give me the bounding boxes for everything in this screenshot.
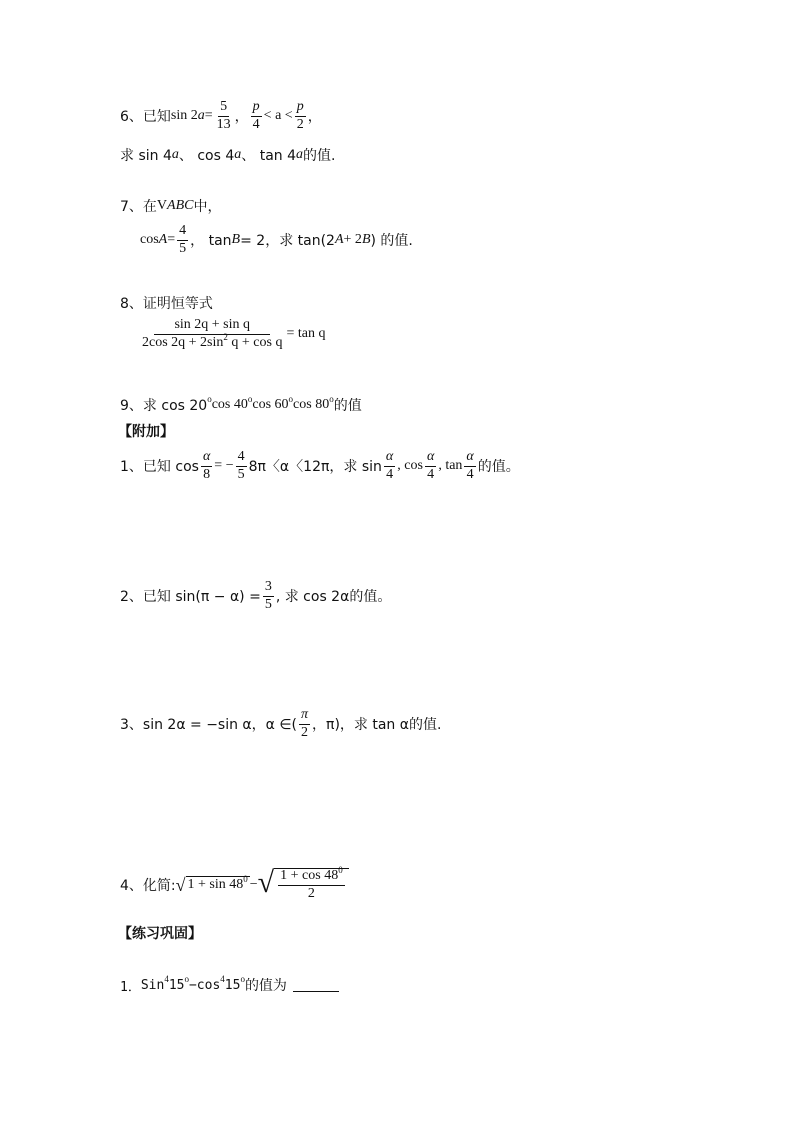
math-var: a xyxy=(296,147,303,162)
numerator: 4 xyxy=(236,450,247,467)
degree-symbol: 0 xyxy=(338,865,343,875)
math-var: A xyxy=(334,232,344,248)
problem-8-title xyxy=(120,293,213,313)
math-text: cos xyxy=(140,232,159,248)
denominator: 2 xyxy=(301,724,308,740)
appendix-problem-1 xyxy=(120,450,520,482)
superscript: 4 xyxy=(220,974,225,984)
separator: ， xyxy=(234,109,249,126)
denominator: 8 xyxy=(203,466,211,482)
degree-symbol: o xyxy=(288,394,294,404)
math-text: , cos xyxy=(397,458,423,474)
fraction xyxy=(295,100,306,132)
problem-7-line1 xyxy=(120,196,222,216)
practice-question-1 xyxy=(120,975,339,995)
math-text: , 求 cos 2α的值。 xyxy=(275,589,392,606)
denominator: 2 xyxy=(307,885,315,901)
problem-number: 2、 xyxy=(120,589,143,606)
section-heading-practice: 【练习巩固】 xyxy=(118,926,202,942)
math-var: a xyxy=(171,147,179,162)
denominator: 5 xyxy=(264,596,272,612)
fraction xyxy=(464,450,475,482)
denominator: 5 xyxy=(237,466,245,482)
math-text: sin 2 xyxy=(170,108,198,124)
problem-number: 9、 xyxy=(120,398,143,414)
math-text: 的值。 xyxy=(477,459,520,476)
degree-symbol: o xyxy=(329,394,334,404)
math-var: A xyxy=(158,232,168,248)
math-var: ABC xyxy=(167,198,194,213)
denominator: 2 xyxy=(296,116,304,132)
degree-symbol: 0 xyxy=(243,874,248,885)
numerator xyxy=(154,318,270,335)
fraction xyxy=(215,100,233,132)
problem-6-line1 xyxy=(120,100,322,132)
problem-number: 6、 xyxy=(120,109,143,126)
superscript: 4 xyxy=(164,974,169,984)
numerator: p xyxy=(251,100,262,117)
math-text: = tan q xyxy=(286,326,326,342)
problem-number: 4、 xyxy=(120,877,143,894)
degree-symbol: o xyxy=(247,394,253,404)
problem-6-line2 xyxy=(120,145,335,165)
appendix-problem-2 xyxy=(120,580,391,612)
math-text: + 2 xyxy=(343,232,362,248)
math-text: 1 + sin 48 xyxy=(187,877,244,893)
problem-number: 1． xyxy=(120,979,141,995)
superscript: 2 xyxy=(223,331,228,342)
math-text: , tan xyxy=(438,458,463,474)
math-text: 2cos 2q + 2sin xyxy=(142,334,224,350)
denominator: 13 xyxy=(216,116,231,132)
problem-7-line2 xyxy=(140,224,413,256)
problem-number: 1、 xyxy=(120,459,143,476)
math-text: 15 xyxy=(168,977,185,993)
numerator: p xyxy=(295,100,306,117)
math-text: 在 xyxy=(142,199,157,215)
math-text: cos 60 xyxy=(252,397,289,412)
problem-number: 8、 xyxy=(120,296,143,312)
math-text: = 2，求 tan(2 xyxy=(240,233,335,250)
fraction xyxy=(251,100,262,132)
math-text: 的值. xyxy=(303,148,336,164)
math-text: 中， xyxy=(193,199,222,215)
degree-symbol: o xyxy=(184,974,189,984)
radicand xyxy=(274,865,349,901)
triangle-symbol: V xyxy=(156,198,168,213)
math-text: 1 + cos 48 xyxy=(280,868,339,883)
denominator: 4 xyxy=(466,466,474,482)
radical-sign: √ xyxy=(175,874,186,895)
problem-title: 证明恒等式 xyxy=(142,296,213,312)
math-var: a xyxy=(234,147,242,162)
problem-9-line xyxy=(120,395,362,415)
appendix-problem-4 xyxy=(120,865,349,901)
numerator: α xyxy=(201,450,212,467)
math-text: − xyxy=(249,876,258,892)
math-text: ) 的值. xyxy=(370,233,413,250)
fraction xyxy=(299,708,310,740)
radicand xyxy=(186,876,250,894)
math-text: Sin xyxy=(140,977,165,993)
degree-symbol: o xyxy=(207,394,212,404)
math-text: sin 2α = −sin α，α ∈( xyxy=(142,717,297,734)
fraction xyxy=(425,450,436,482)
denominator: 4 xyxy=(427,466,435,482)
math-text: cos 80 xyxy=(293,397,330,412)
math-text: = − xyxy=(214,458,234,474)
math-var: a xyxy=(197,108,205,124)
numerator: π xyxy=(299,708,310,725)
math-text: = xyxy=(167,232,176,248)
fraction xyxy=(278,865,345,901)
degree-symbol: o xyxy=(240,974,245,984)
square-root xyxy=(257,865,349,901)
problem-8-formula xyxy=(138,318,325,350)
problem-number: 7、 xyxy=(120,199,143,215)
fraction xyxy=(201,450,212,482)
math-text: q + cos q xyxy=(227,334,283,350)
denominator xyxy=(140,331,284,351)
problem-number: 3、 xyxy=(120,717,143,734)
math-var: B xyxy=(231,232,241,248)
math-var: B xyxy=(361,232,371,248)
radical-sign: √ xyxy=(257,866,275,899)
numerator: 5 xyxy=(218,100,229,117)
math-text: 8π〈α〈12π，求 sin xyxy=(248,459,382,476)
numerator: α xyxy=(464,450,475,467)
fraction xyxy=(140,318,284,350)
numerator: 4 xyxy=(177,224,188,241)
appendix-problem-3 xyxy=(120,708,441,740)
math-text: sin 2q + sin q xyxy=(174,317,251,332)
denominator: 4 xyxy=(386,466,394,482)
answer-blank[interactable] xyxy=(293,979,339,992)
math-text: ，π)，求 tan α的值. xyxy=(312,717,442,734)
math-text: 的值为 xyxy=(244,978,287,994)
math-text: 的值 xyxy=(333,398,362,414)
math-text: 化简: xyxy=(142,877,176,894)
math-text: 求 sin 4 xyxy=(120,148,172,164)
numerator: 3 xyxy=(263,580,274,597)
fraction xyxy=(177,224,188,256)
math-text: 求 cos 20 xyxy=(142,398,208,414)
math-text: cos 40 xyxy=(211,397,248,412)
denominator: 4 xyxy=(252,116,260,132)
fraction xyxy=(263,580,274,612)
numerator: α xyxy=(384,450,395,467)
numerator: α xyxy=(425,450,436,467)
denominator: 5 xyxy=(179,240,187,256)
math-text: −cos xyxy=(188,977,221,993)
square-root xyxy=(176,876,250,894)
separator: ， xyxy=(307,109,322,126)
math-text: < a < xyxy=(263,108,293,124)
math-text: ， tan xyxy=(190,233,232,250)
math-text: 已知 cos xyxy=(142,459,199,476)
fraction xyxy=(236,450,247,482)
math-text: 15 xyxy=(224,977,241,993)
math-text: = xyxy=(204,108,213,124)
section-heading-appendix: 【附加】 xyxy=(118,424,174,440)
math-text: 已知 sin(π − α) = xyxy=(142,589,261,606)
numerator xyxy=(278,865,345,886)
math-text: 、 cos 4 xyxy=(178,148,235,164)
math-text: 、 tan 4 xyxy=(241,148,296,164)
fraction xyxy=(384,450,395,482)
known-label: 已知 xyxy=(142,109,171,126)
